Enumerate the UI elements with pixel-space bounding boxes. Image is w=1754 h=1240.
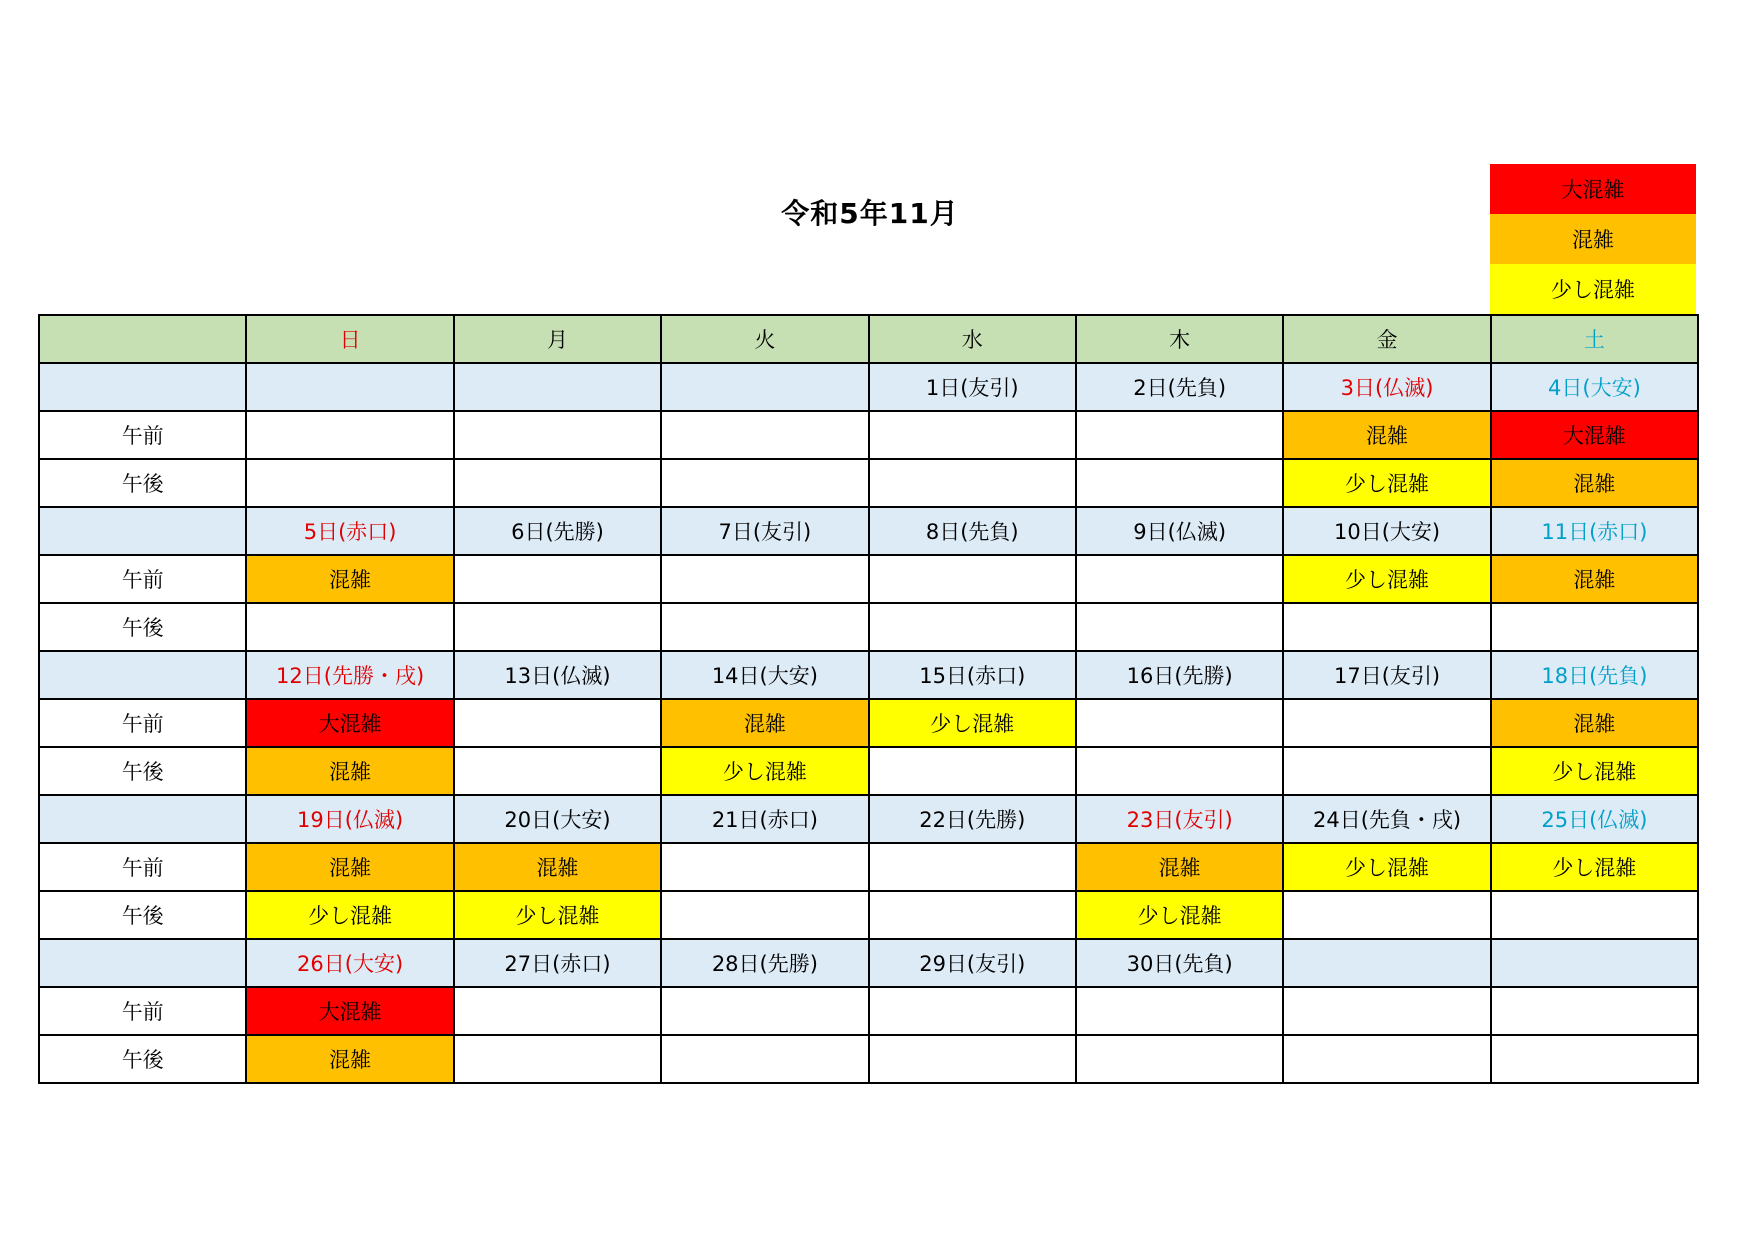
date-row bbox=[39, 507, 1698, 555]
date-cell: 22日(先勝) bbox=[869, 795, 1076, 843]
calendar-table bbox=[38, 314, 1699, 1084]
crowd-level-cell bbox=[661, 891, 868, 939]
crowd-level-cell: 大混雑 bbox=[1491, 411, 1698, 459]
crowd-level-cell: 混雑 bbox=[246, 747, 453, 795]
crowd-level-cell: 少し混雑 bbox=[1283, 459, 1490, 507]
am-label: 午前 bbox=[39, 987, 246, 1035]
crowd-level-cell: 大混雑 bbox=[246, 699, 453, 747]
crowd-level-cell bbox=[454, 459, 661, 507]
date-cell: 6日(先勝) bbox=[454, 507, 661, 555]
crowd-level-cell: 混雑 bbox=[246, 1035, 453, 1083]
crowd-level-cell bbox=[454, 699, 661, 747]
date-cell: 11日(赤口) bbox=[1491, 507, 1698, 555]
crowd-level-cell: 混雑 bbox=[246, 555, 453, 603]
am-row bbox=[39, 555, 1698, 603]
date-row-label-cell bbox=[39, 363, 246, 411]
crowd-level-cell bbox=[1076, 987, 1283, 1035]
crowd-level-cell bbox=[454, 1035, 661, 1083]
am-row bbox=[39, 987, 1698, 1035]
legend-swatch-slightly-crowded: 少し混雑 bbox=[1490, 264, 1696, 314]
crowd-level-cell bbox=[869, 1035, 1076, 1083]
date-cell: 7日(友引) bbox=[661, 507, 868, 555]
crowd-level-cell bbox=[1283, 603, 1490, 651]
weekday-header-mon: 月 bbox=[454, 315, 661, 363]
date-row-label-cell bbox=[39, 939, 246, 987]
date-cell: 4日(大安) bbox=[1491, 363, 1698, 411]
crowd-level-cell: 混雑 bbox=[454, 843, 661, 891]
date-cell: 27日(赤口) bbox=[454, 939, 661, 987]
crowd-level-cell bbox=[1283, 699, 1490, 747]
date-cell bbox=[246, 363, 453, 411]
date-cell: 19日(仏滅) bbox=[246, 795, 453, 843]
date-cell: 3日(仏滅) bbox=[1283, 363, 1490, 411]
crowd-level-cell bbox=[1283, 987, 1490, 1035]
crowd-level-cell: 少し混雑 bbox=[246, 891, 453, 939]
date-row-label-cell bbox=[39, 651, 246, 699]
pm-label: 午後 bbox=[39, 891, 246, 939]
am-label: 午前 bbox=[39, 843, 246, 891]
crowd-level-cell bbox=[454, 603, 661, 651]
crowd-level-cell bbox=[1491, 1035, 1698, 1083]
date-cell: 18日(先負) bbox=[1491, 651, 1698, 699]
header-corner-cell bbox=[39, 315, 246, 363]
crowd-level-cell: 少し混雑 bbox=[1491, 843, 1698, 891]
date-cell: 29日(友引) bbox=[869, 939, 1076, 987]
date-cell: 30日(先負) bbox=[1076, 939, 1283, 987]
date-row bbox=[39, 363, 1698, 411]
crowd-level-cell bbox=[1076, 747, 1283, 795]
crowd-level-cell bbox=[1076, 699, 1283, 747]
weekday-header-sun: 日 bbox=[246, 315, 453, 363]
legend-row bbox=[1490, 164, 1696, 214]
weekday-header-fri: 金 bbox=[1283, 315, 1490, 363]
crowd-level-cell bbox=[454, 555, 661, 603]
pm-row bbox=[39, 459, 1698, 507]
date-row-label-cell bbox=[39, 795, 246, 843]
crowd-level-cell: 混雑 bbox=[1491, 459, 1698, 507]
crowd-level-cell: 少し混雑 bbox=[1283, 555, 1490, 603]
pm-label: 午後 bbox=[39, 459, 246, 507]
crowd-level-cell bbox=[869, 891, 1076, 939]
crowd-level-cell bbox=[1491, 987, 1698, 1035]
crowd-level-cell bbox=[1076, 603, 1283, 651]
crowd-level-cell: 混雑 bbox=[1491, 555, 1698, 603]
crowd-level-cell: 少し混雑 bbox=[1283, 843, 1490, 891]
pm-row bbox=[39, 747, 1698, 795]
weekday-header-tue: 火 bbox=[661, 315, 868, 363]
date-row bbox=[39, 651, 1698, 699]
date-cell: 14日(大安) bbox=[661, 651, 868, 699]
legend-row bbox=[1490, 214, 1696, 264]
date-cell: 17日(友引) bbox=[1283, 651, 1490, 699]
crowd-level-cell bbox=[1491, 603, 1698, 651]
crowd-level-cell bbox=[661, 1035, 868, 1083]
am-row bbox=[39, 699, 1698, 747]
crowd-level-cell bbox=[454, 747, 661, 795]
legend-swatch-crowded: 混雑 bbox=[1490, 214, 1696, 264]
crowd-level-cell bbox=[1076, 411, 1283, 459]
date-cell: 1日(友引) bbox=[869, 363, 1076, 411]
crowd-level-cell bbox=[869, 747, 1076, 795]
crowd-level-cell bbox=[1491, 891, 1698, 939]
date-row bbox=[39, 795, 1698, 843]
crowd-level-cell bbox=[869, 603, 1076, 651]
crowd-level-cell bbox=[869, 411, 1076, 459]
crowd-level-cell bbox=[869, 843, 1076, 891]
am-label: 午前 bbox=[39, 411, 246, 459]
date-cell: 23日(友引) bbox=[1076, 795, 1283, 843]
date-cell: 13日(仏滅) bbox=[454, 651, 661, 699]
date-row-label-cell bbox=[39, 507, 246, 555]
crowd-level-cell: 少し混雑 bbox=[869, 699, 1076, 747]
date-cell bbox=[1283, 939, 1490, 987]
date-cell: 9日(仏滅) bbox=[1076, 507, 1283, 555]
crowd-level-cell: 少し混雑 bbox=[454, 891, 661, 939]
legend-swatch-very-crowded: 大混雑 bbox=[1490, 164, 1696, 214]
date-cell bbox=[454, 363, 661, 411]
crowd-level-cell bbox=[454, 411, 661, 459]
legend-row bbox=[1490, 264, 1696, 314]
date-cell: 12日(先勝・戌) bbox=[246, 651, 453, 699]
am-label: 午前 bbox=[39, 555, 246, 603]
crowd-level-cell bbox=[661, 555, 868, 603]
crowd-level-cell: 少し混雑 bbox=[1076, 891, 1283, 939]
weekday-header-row bbox=[39, 315, 1698, 363]
crowd-level-cell: 混雑 bbox=[1491, 699, 1698, 747]
date-cell: 24日(先負・戌) bbox=[1283, 795, 1490, 843]
date-cell: 8日(先負) bbox=[869, 507, 1076, 555]
date-cell: 2日(先負) bbox=[1076, 363, 1283, 411]
date-cell: 20日(大安) bbox=[454, 795, 661, 843]
am-row bbox=[39, 843, 1698, 891]
weekday-header-thu: 木 bbox=[1076, 315, 1283, 363]
pm-row bbox=[39, 1035, 1698, 1083]
pm-row bbox=[39, 603, 1698, 651]
crowd-level-cell bbox=[246, 603, 453, 651]
crowd-level-cell bbox=[661, 987, 868, 1035]
crowd-level-cell: 混雑 bbox=[246, 843, 453, 891]
crowd-level-cell bbox=[246, 459, 453, 507]
crowd-level-cell: 混雑 bbox=[1076, 843, 1283, 891]
crowd-level-cell bbox=[1283, 747, 1490, 795]
crowd-level-cell bbox=[661, 843, 868, 891]
date-cell: 21日(赤口) bbox=[661, 795, 868, 843]
weekday-header-wed: 水 bbox=[869, 315, 1076, 363]
date-cell: 25日(仏滅) bbox=[1491, 795, 1698, 843]
date-cell: 28日(先勝) bbox=[661, 939, 868, 987]
page-title: 令和5年11月 bbox=[781, 197, 959, 230]
crowd-level-cell bbox=[454, 987, 661, 1035]
crowd-level-cell bbox=[246, 411, 453, 459]
crowd-level-cell: 少し混雑 bbox=[661, 747, 868, 795]
date-cell bbox=[661, 363, 868, 411]
pm-row bbox=[39, 891, 1698, 939]
date-cell: 16日(先勝) bbox=[1076, 651, 1283, 699]
crowd-level-cell bbox=[869, 459, 1076, 507]
date-cell: 15日(赤口) bbox=[869, 651, 1076, 699]
crowd-level-cell bbox=[1076, 459, 1283, 507]
date-cell bbox=[1491, 939, 1698, 987]
crowd-level-cell bbox=[1283, 891, 1490, 939]
crowd-level-cell bbox=[1283, 1035, 1490, 1083]
crowd-level-cell: 少し混雑 bbox=[1491, 747, 1698, 795]
pm-label: 午後 bbox=[39, 603, 246, 651]
pm-label: 午後 bbox=[39, 1035, 246, 1083]
am-label: 午前 bbox=[39, 699, 246, 747]
date-row bbox=[39, 939, 1698, 987]
crowd-level-cell bbox=[661, 411, 868, 459]
crowd-level-cell: 混雑 bbox=[1283, 411, 1490, 459]
crowd-level-cell bbox=[1076, 555, 1283, 603]
date-cell: 26日(大安) bbox=[246, 939, 453, 987]
crowd-level-cell: 大混雑 bbox=[246, 987, 453, 1035]
crowd-level-cell bbox=[661, 459, 868, 507]
pm-label: 午後 bbox=[39, 747, 246, 795]
crowd-level-cell bbox=[869, 987, 1076, 1035]
date-cell: 5日(赤口) bbox=[246, 507, 453, 555]
crowd-level-cell bbox=[661, 603, 868, 651]
am-row bbox=[39, 411, 1698, 459]
crowd-level-cell: 混雑 bbox=[661, 699, 868, 747]
date-cell: 10日(大安) bbox=[1283, 507, 1490, 555]
crowd-level-cell bbox=[869, 555, 1076, 603]
weekday-header-sat: 土 bbox=[1491, 315, 1698, 363]
crowd-level-cell bbox=[1076, 1035, 1283, 1083]
legend bbox=[1490, 164, 1696, 314]
